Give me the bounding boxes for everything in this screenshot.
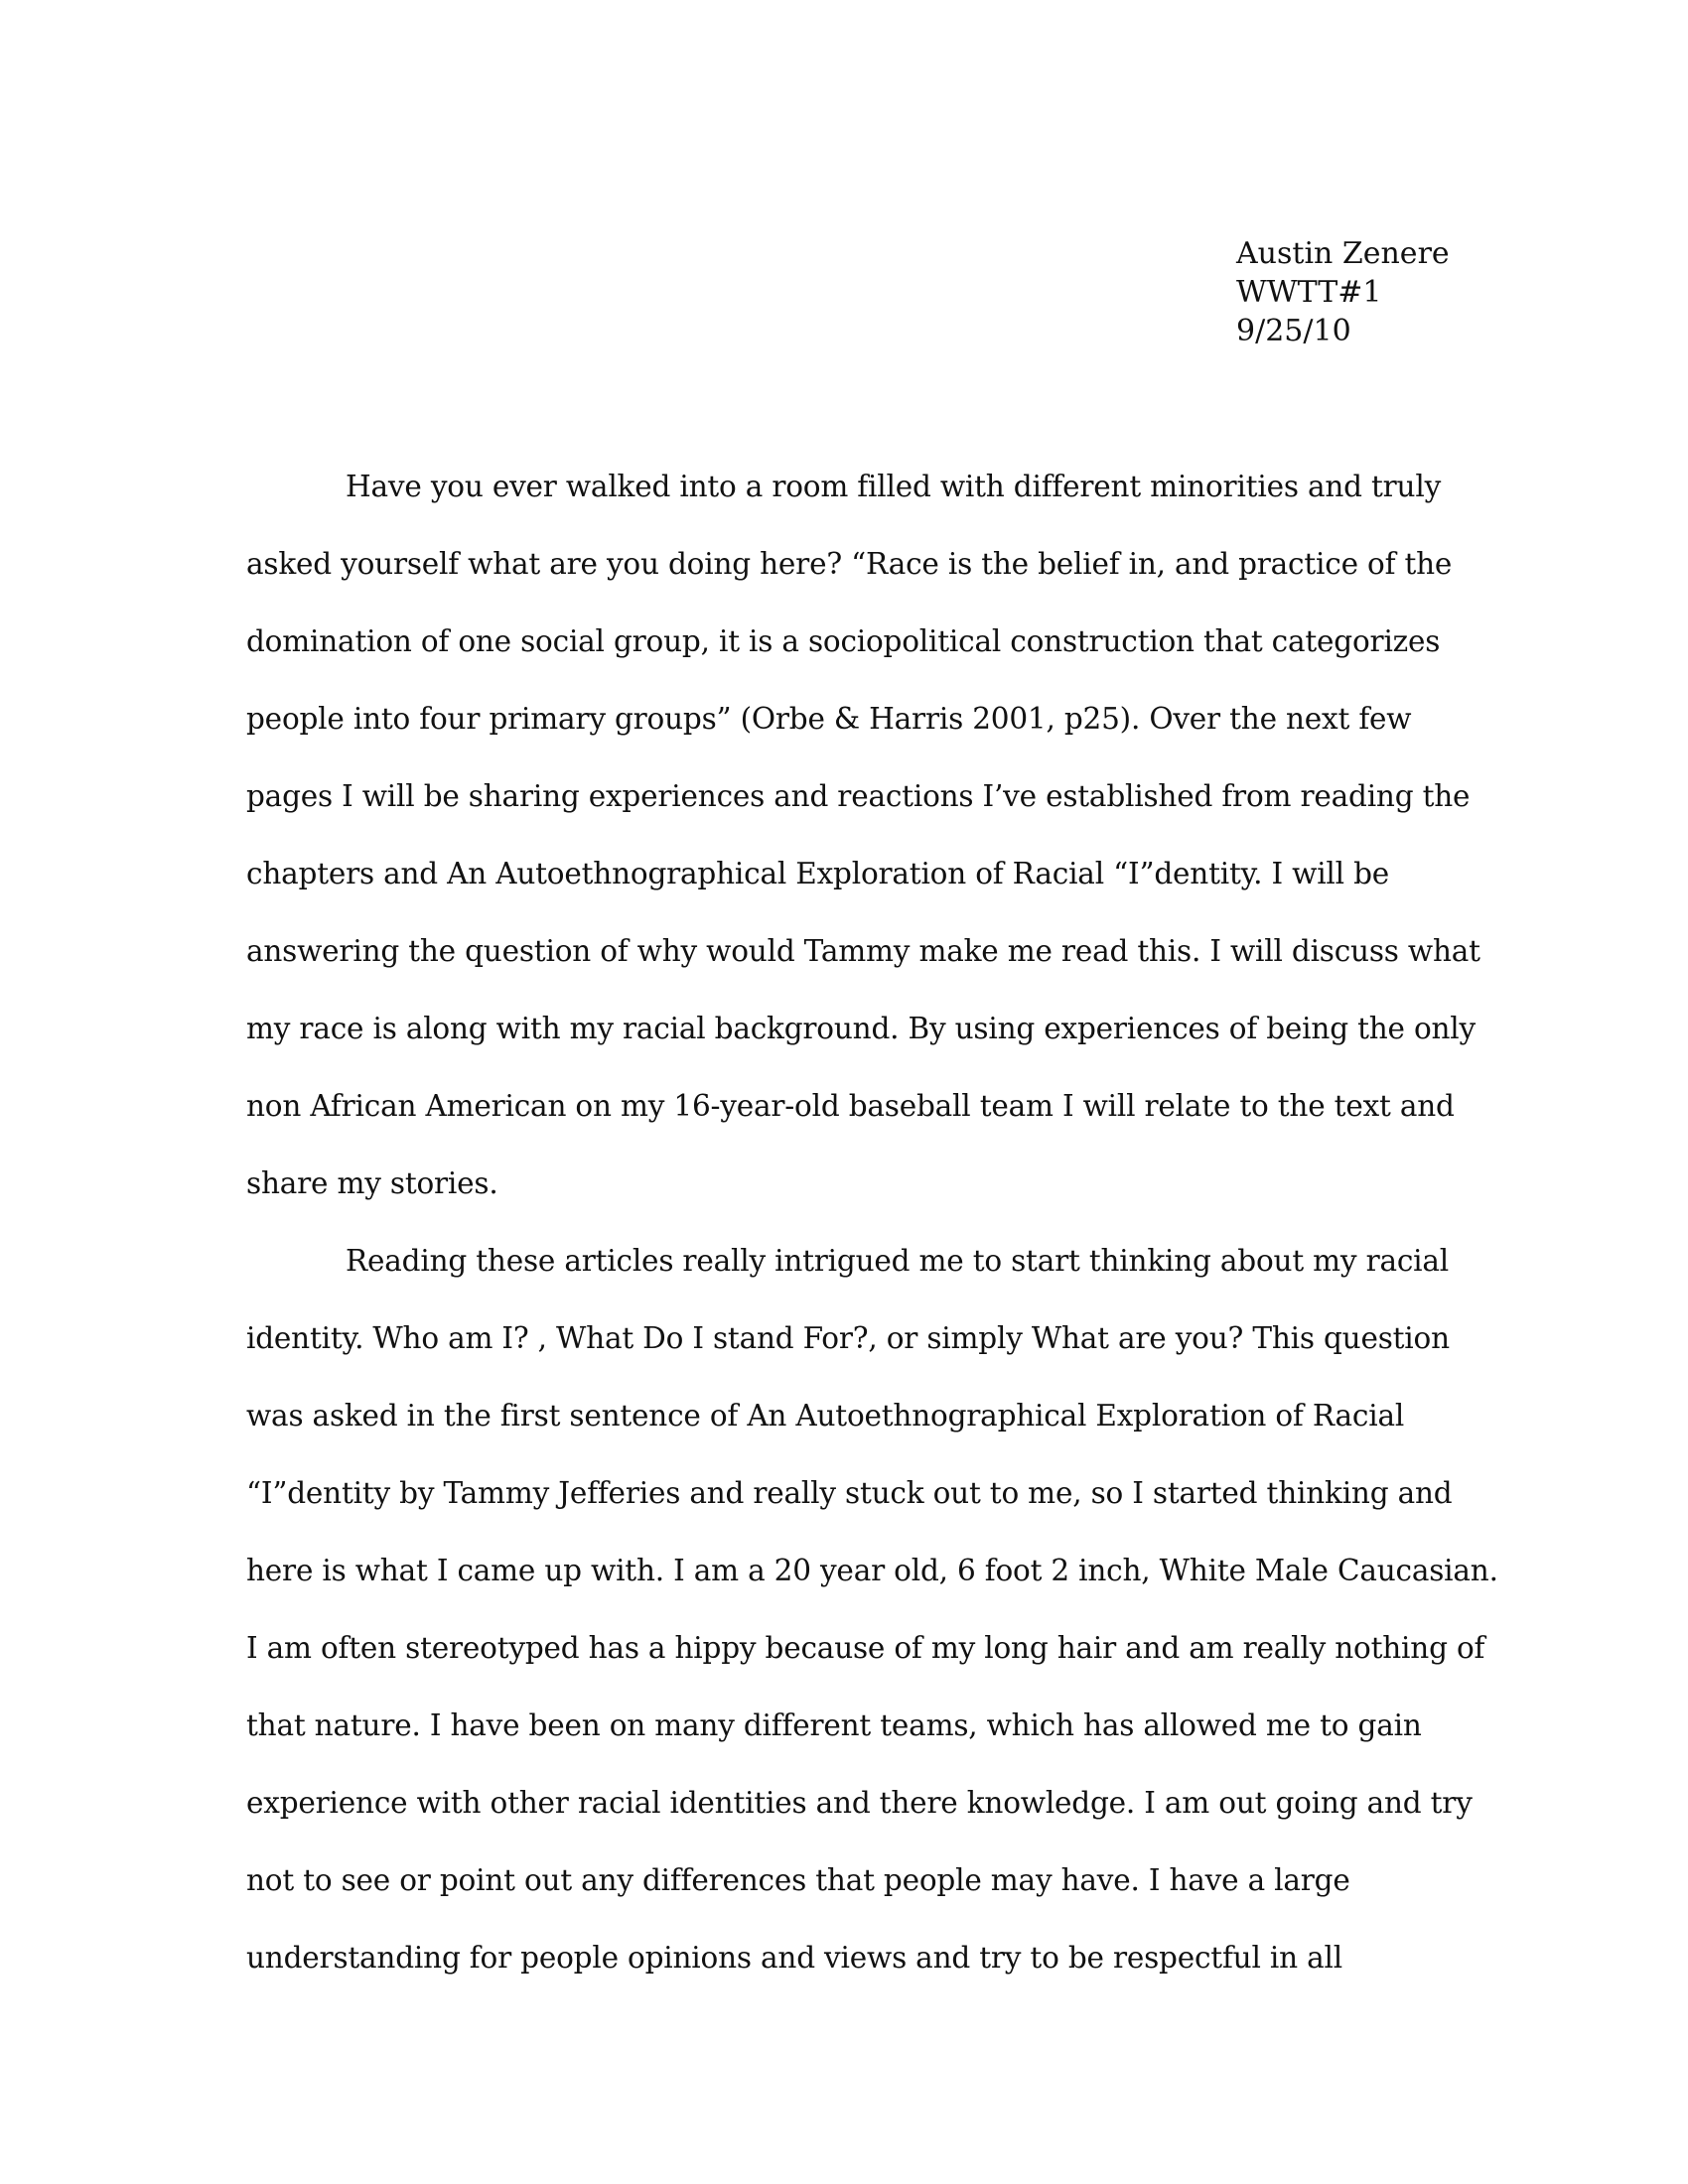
paragraph-1-line-9: non African American on my 16-year-old baseball team I will relate to the text and xyxy=(246,1089,1455,1123)
paragraph-1-line-4: people into four primary groups” (Orbe & Harris 2001, p25). Over the next few xyxy=(246,702,1412,736)
author-name: Austin Zenere xyxy=(1236,236,1450,271)
paragraph-2-line-5: here is what I came up with. I am a 20 year old, 6 foot 2 inch, White Male Caucasian. xyxy=(246,1554,1498,1587)
paragraph-1-line-10: share my stories. xyxy=(246,1166,498,1200)
paragraph-1-line-5: pages I will be sharing experiences and reactions I’ve established from reading the xyxy=(246,779,1471,813)
essay-body xyxy=(246,467,1498,2015)
paragraph-1-line-2: asked yourself what are you doing here? “Race is the belief in, and practice of the xyxy=(246,547,1453,581)
paragraph-2-line-8: experience with other racial identities and there knowledge. I am out going and try xyxy=(246,1786,1473,1820)
paragraph-2-line-2: identity. Who am I? , What Do I stand For?, or simply What are you? This question xyxy=(246,1321,1450,1355)
paragraph-1-line-7: answering the question of why would Tammy make me read this. I will discuss what xyxy=(246,934,1480,968)
paragraph-1-line-1: Have you ever walked into a room filled with different minorities and truly xyxy=(346,470,1442,503)
header-block xyxy=(1236,234,1633,350)
paragraph-2-line-6: I am often stereotyped has a hippy because of my long hair and am really nothing of xyxy=(246,1631,1485,1665)
paragraph-2-line-10: understanding for people opinions and views and try to be respectful in all xyxy=(246,1941,1342,1975)
paragraph-1-line-6: chapters and An Autoethnographical Exploration of Racial “I”dentity. I will be xyxy=(246,857,1390,890)
paragraph-2-line-4: “I”dentity by Tammy Jefferies and really stuck out to me, so I started thinking and xyxy=(246,1476,1453,1510)
paragraph-1-line-3: domination of one social group, it is a sociopolitical construction that categorizes xyxy=(246,624,1441,658)
document-date: 9/25/10 xyxy=(1236,314,1351,348)
paragraph-2-line-7: that nature. I have been on many different teams, which has allowed me to gain xyxy=(246,1708,1422,1742)
paragraph-2-line-9: not to see or point out any differences that people may have. I have a large xyxy=(246,1863,1350,1897)
paragraph-2-line-1: Reading these articles really intrigued me to start thinking about my racial xyxy=(346,1244,1450,1278)
paragraph-2-line-3: was asked in the first sentence of An Autoethnographical Exploration of Racial xyxy=(246,1399,1405,1433)
assignment-title: WWTT#1 xyxy=(1236,275,1382,310)
paragraph-1-line-8: my race is along with my racial background. By using experiences of being the only xyxy=(246,1012,1477,1045)
